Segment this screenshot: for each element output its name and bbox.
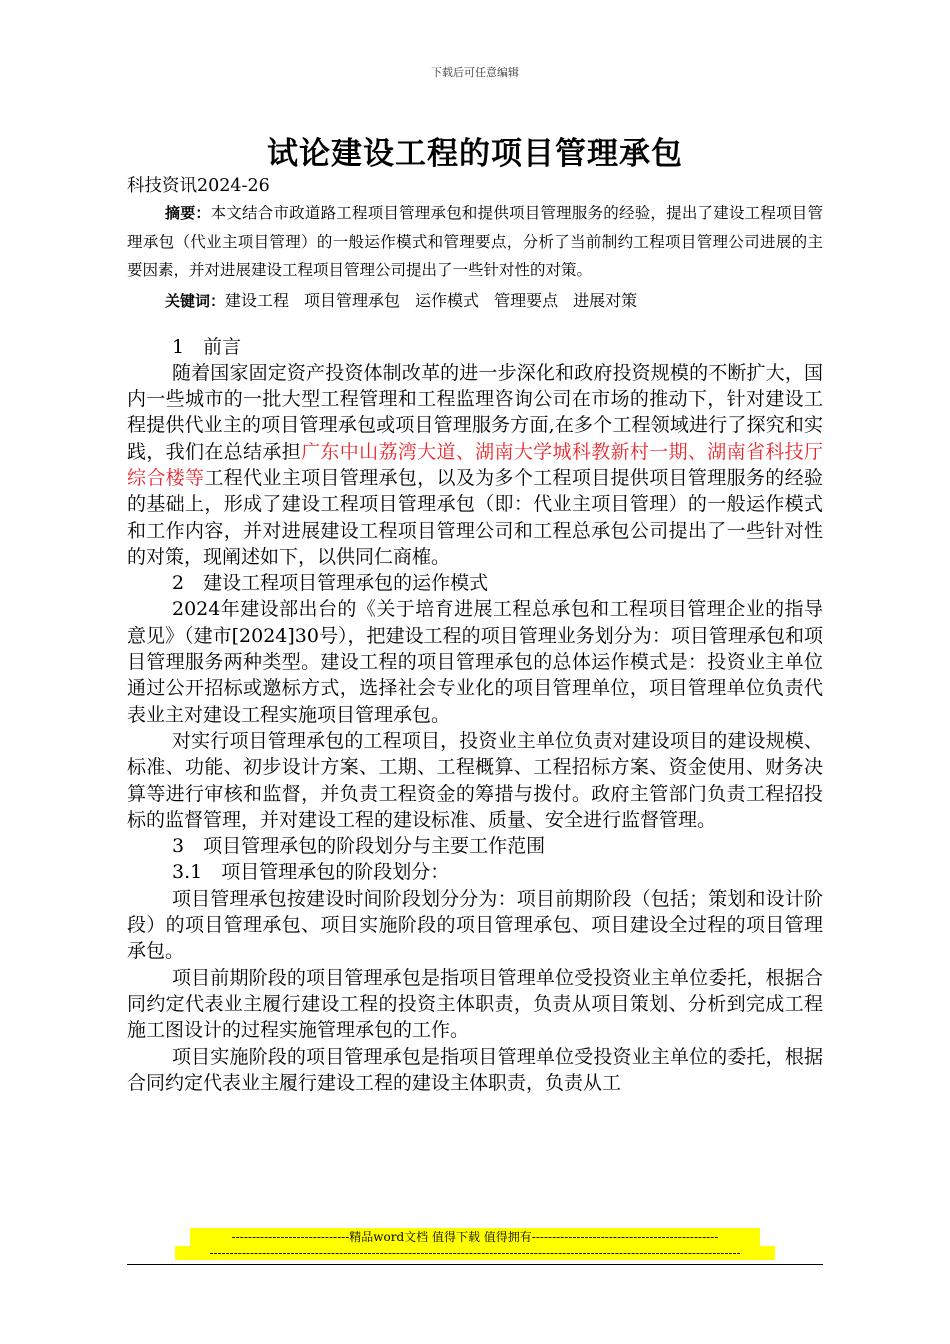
section-heading: 2 建设工程项目管理承包的运作模式 xyxy=(172,572,489,595)
document-body xyxy=(127,174,823,1096)
abstract-label: 摘要： xyxy=(165,204,211,222)
paragraph: 2024年建设部出台的《关于培育进展工程总承包和工程项目管理企业的指导意见》（建市[2024]30号），把建设工程的项目管理业务划分为：项目管理承包和项目管理服务两种类型。建设工程的项目管理承包的总体运作模式是：投资业主单位通过公开招标或邀标方式，选择社会专业化的项目管理单位，项目管理单位负责代表业主对建设工程实施项目管理承包。 xyxy=(127,598,823,726)
source-line: 科技资讯2024-26 xyxy=(127,176,270,196)
keyword-item: 进展对策 xyxy=(573,290,638,310)
footer-rule xyxy=(127,1264,823,1265)
paragraph xyxy=(127,360,823,570)
paragraph: 项目前期阶段的项目管理承包是指项目管理单位受投资业主单位委托，根据合同约定代表业主履行建设工程的投资主体职责，负责从项目策划、分析到完成工程施工图设计的过程实施管理承包的工作。 xyxy=(127,966,823,1042)
abstract xyxy=(127,199,823,285)
paragraph: 项目管理承包按建设时间阶段划分分为：项目前期阶段（包括；策划和设计阶段）的项目管理承包、项目实施阶段的项目管理承包、项目建设全过程的项目管理承包。 xyxy=(127,887,823,963)
keywords xyxy=(127,287,823,315)
section-heading: 3 项目管理承包的阶段划分与主要工作范围 xyxy=(172,835,546,858)
paragraph-text: 工程代业主项目管理承包，以及为多个工程项目提供项目管理服务的经验的基础上，形成了建设工程项目管理承包（即：代业主项目管理）的一般运作模式和工作内容，并对进展建设工程项目管理公司和工程总承包公司提出了一些针对性的对策，现阐述如下，以供同仁商榷。 xyxy=(127,466,823,568)
footer-dashes: ----------------------------------------------------------------------------------------------------------------------------------- xyxy=(175,1246,775,1260)
keyword-item: 管理要点 xyxy=(494,290,559,310)
paragraph-text: 随着国家固定资产投资体制改革的进一步深化和政府投资规模的不断扩大，国内一些城市的一批大型工程管理和工程监理咨询公司在市场的推动下，针对建设工程提供代业主的项目管理承包或项目管理服务方面,在多个工程领域进行了探究和实践，我们在总结承担 xyxy=(127,361,823,463)
main-text xyxy=(127,334,823,1097)
highlighted-projects: 广东中山荔湾大道、湖南大学城科教新村一期、湖南省科技厅综合楼等 xyxy=(127,440,823,489)
keywords-label: 关键词： xyxy=(165,291,226,310)
keyword-item: 项目管理承包 xyxy=(304,290,401,310)
keyword-item: 建设工程 xyxy=(225,290,290,310)
header-note: 下载后可任意编辑 xyxy=(431,66,519,79)
paragraph: 项目实施阶段的项目管理承包是指项目管理单位受投资业主单位的委托，根据合同约定代表业主履行建设工程的建设主体职责，负责从工 xyxy=(127,1045,823,1094)
subsection-heading: 3.1 项目管理承包的阶段划分： xyxy=(172,861,450,884)
document-title: 试论建设工程的项目管理承包 xyxy=(267,136,683,172)
keyword-item: 运作模式 xyxy=(415,290,480,310)
abstract-text: 本文结合市政道路工程项目管理承包和提供项目管理服务的经验，提出了建设工程项目管理承包（代业主项目管理）的一般运作模式和管理要点，分析了当前制约工程项目管理公司进展的主要因素，并对进展建设工程项目管理公司提出了一些针对性的对策。 xyxy=(127,204,823,279)
footer-banner: -----------------------------精品word文档 值得下载 值得拥有---------------------------------------------- xyxy=(190,1228,760,1246)
paragraph: 对实行项目管理承包的工程项目，投资业主单位负责对建设项目的建设规模、标准、功能、初步设计方案、工期、工程概算、工程招标方案、资金使用、财务决算等进行审核和监督，并负责工程资金的筹措与拨付。政府主管部门负责工程招投标的监督管理，并对建设工程的建设标准、质量、安全进行监督管理。 xyxy=(127,729,823,831)
section-heading: 1 前言 xyxy=(172,335,242,358)
